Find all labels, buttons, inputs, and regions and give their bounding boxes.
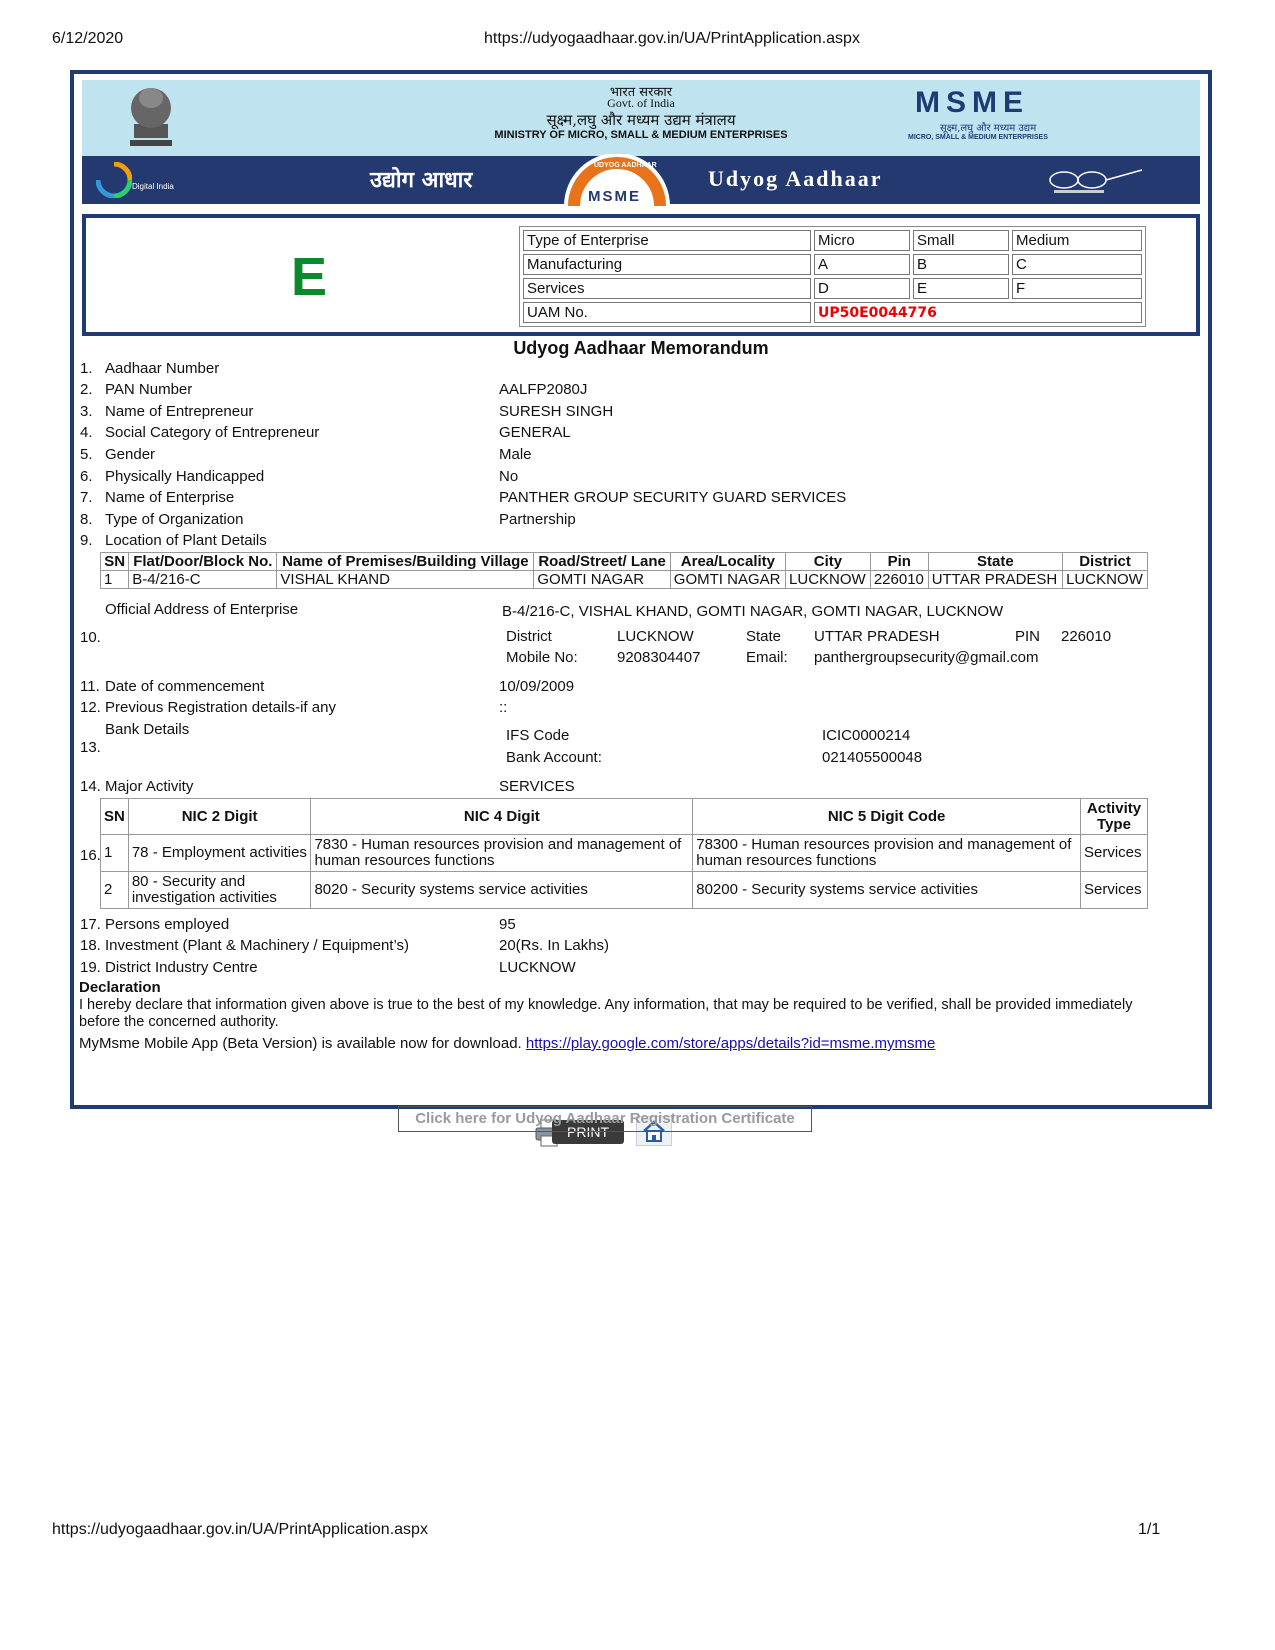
class-cell: A	[814, 254, 910, 275]
enterprise-type-panel	[82, 214, 1200, 336]
table-header-row	[101, 799, 1148, 835]
ifs-value: ICIC0000214	[822, 727, 911, 744]
table-cell: 78300 - Human resources provision and management of human resources functions	[693, 835, 1081, 872]
mobile-label: Mobile No:	[506, 649, 578, 666]
class-cell: F	[1012, 278, 1142, 299]
class-header-cell: Small	[913, 230, 1009, 251]
district-value: LUCKNOW	[617, 628, 694, 645]
field-number: 3.	[80, 403, 93, 420]
memorandum-frame	[70, 70, 1212, 1109]
bank-details-label: Bank Details	[105, 721, 190, 738]
field-number: 7.	[80, 489, 93, 506]
table-cell: 7830 - Human resources provision and management of human resources functions	[311, 835, 693, 872]
english-title: Udyog Aadhaar	[708, 166, 883, 191]
plant-location-table	[100, 552, 1148, 589]
field-value: ::	[499, 699, 508, 716]
table-header-cell: NIC 2 Digit	[128, 799, 311, 835]
table-header-cell: SN	[101, 553, 129, 571]
ministry-hindi: सूक्ष्म,लघु और मध्यम उद्यम मंत्रालय	[546, 111, 736, 129]
field-label: Location of Plant Details	[105, 532, 267, 549]
print-footer-url: https://udyogaadhaar.gov.in/UA/PrintApplication.aspx	[52, 1521, 428, 1538]
table-header-cell: Road/Street/ Lane	[534, 553, 670, 571]
field-label: Gender	[105, 446, 156, 463]
declaration-text: I hereby declare that information given above is true to the best of my knowledge. Any information, that may be required to be verified, shall be provided immediately before the concerned authority.	[79, 997, 1133, 1030]
table-header-cell: City	[786, 553, 871, 571]
class-header-row	[523, 230, 1142, 251]
table-cell: 2	[101, 872, 129, 909]
class-header-cell: Type of Enterprise	[523, 230, 811, 251]
field-label: Type of Organization	[105, 511, 244, 528]
table-header-cell: Flat/Door/Block No.	[129, 553, 277, 571]
field-label: Date of commencement	[105, 678, 265, 695]
table-cell: 226010	[870, 571, 928, 589]
field-label: Persons employed	[105, 916, 230, 933]
uam-number: UP50E0044776	[814, 302, 1142, 323]
msme-logo-hindi: सूक्ष्म,लघु और मध्यम उद्यम	[940, 123, 1037, 134]
table-cell: Services	[1080, 835, 1147, 872]
print-page-number: 1/1	[1138, 1521, 1161, 1538]
field-value: GENERAL	[499, 424, 571, 441]
print-date: 6/12/2020	[52, 30, 124, 47]
table-row	[101, 571, 1148, 589]
field-label: PAN Number	[105, 381, 193, 398]
table-cell: LUCKNOW	[786, 571, 871, 589]
bank-account-label: Bank Account:	[506, 749, 602, 766]
class-cell: B	[913, 254, 1009, 275]
field-value: AALFP2080J	[499, 381, 588, 398]
class-header-cell: Medium	[1012, 230, 1142, 251]
table-cell: 80 - Security and investigation activities	[128, 872, 311, 909]
field-number: 2.	[80, 381, 93, 398]
table-header-cell: Name of Premises/Building Village	[277, 553, 534, 571]
udyog-aadhaar-band	[82, 156, 1200, 204]
table-row	[101, 872, 1148, 909]
print-url: https://udyogaadhaar.gov.in/UA/PrintApplication.aspx	[484, 30, 860, 47]
field-number: 11.	[80, 678, 100, 695]
district-label: District	[506, 628, 552, 645]
class-cell: D	[814, 278, 910, 299]
field-label: Major Activity	[105, 778, 194, 795]
table-header-cell: NIC 5 Digit Code	[693, 799, 1081, 835]
field-number: 8.	[80, 511, 93, 528]
field-label: Social Category of Entrepreneur	[105, 424, 320, 441]
gov-hindi: भारत सरकार	[609, 85, 673, 100]
field-number: 13.	[80, 739, 101, 756]
table-cell: 78 - Employment activities	[128, 835, 311, 872]
field-value: LUCKNOW	[499, 959, 576, 976]
digital-india-label: Digital India	[132, 182, 174, 191]
mobile-app-text: MyMsme Mobile App (Beta Version) is available now for download.	[79, 1035, 522, 1052]
declaration-title: Declaration	[79, 979, 161, 996]
table-header-cell: Area/Locality	[670, 553, 785, 571]
field-number: 4.	[80, 424, 93, 441]
class-cell: Manufacturing	[523, 254, 811, 275]
table-cell: 1	[101, 835, 129, 872]
field-label: Name of Enterprise	[105, 489, 235, 506]
ifs-label: IFS Code	[506, 727, 570, 744]
class-cell: C	[1012, 254, 1142, 275]
udyog-aadhaar-emblem-icon	[558, 154, 676, 206]
enterprise-category-letter: E	[291, 247, 328, 307]
email-label: Email:	[746, 649, 788, 666]
table-header-row	[101, 553, 1148, 571]
digital-india-icon	[96, 162, 132, 198]
nic-activity-table	[100, 798, 1148, 909]
pin-label: PIN	[1015, 628, 1041, 645]
uam-row	[523, 302, 1142, 323]
field-label: Aadhaar Number	[105, 360, 220, 377]
class-cell: Services	[523, 278, 811, 299]
registration-certificate-link[interactable]: Click here for Udyog Aadhaar Registration Certificate	[398, 1106, 812, 1132]
field-label: Previous Registration details-if any	[105, 699, 336, 716]
field-value: SERVICES	[499, 778, 575, 795]
field-value: PANTHER GROUP SECURITY GUARD SERVICES	[499, 489, 847, 506]
gov-english: Govt. of India	[607, 96, 675, 110]
field-label: Physically Handicapped	[105, 468, 265, 485]
emblem-msme-text: MSME	[588, 188, 641, 205]
field-value: Male	[499, 446, 532, 463]
table-cell: GOMTI NAGAR	[670, 571, 785, 589]
field-value: SURESH SINGH	[499, 403, 614, 420]
field-number: 17.	[80, 916, 101, 933]
table-cell: B-4/216-C	[129, 571, 277, 589]
field-number: 12.	[80, 699, 101, 716]
official-address-label: Official Address of Enterprise	[105, 601, 299, 618]
hindi-title: उद्योग आधार	[370, 168, 473, 193]
field-label: Name of Entrepreneur	[105, 403, 254, 420]
table-header-cell: State	[928, 553, 1062, 571]
table-header-cell: SN	[101, 799, 129, 835]
emblem-arc-text: UDYOG AADHAAR	[594, 162, 657, 169]
pin-value: 226010	[1061, 628, 1112, 645]
mobile-app-link[interactable]: https://play.google.com/store/apps/details?id=msme.mymsme	[525, 1035, 936, 1052]
field-value: 20(Rs. In Lakhs)	[499, 937, 610, 954]
official-address-value: B-4/216-C, VISHAL KHAND, GOMTI NAGAR, GOMTI NAGAR, LUCKNOW	[502, 603, 1004, 620]
table-cell: Services	[1080, 872, 1147, 909]
ministry-seal-icon	[1042, 164, 1152, 198]
table-header-cell: District	[1063, 553, 1148, 571]
enterprise-class-table	[519, 226, 1146, 327]
field-number: 16.	[80, 847, 101, 864]
ministry-banner	[82, 80, 1200, 156]
field-label: District Industry Centre	[105, 959, 258, 976]
class-row	[523, 254, 1142, 275]
print-button[interactable]: PRINT	[552, 1120, 624, 1144]
state-label: State	[746, 628, 782, 645]
uam-label: UAM No.	[523, 302, 811, 323]
table-header-cell: NIC 4 Digit	[311, 799, 693, 835]
class-cell: E	[913, 278, 1009, 299]
table-header-cell: Activity Type	[1080, 799, 1147, 835]
field-number: 10.	[80, 629, 101, 646]
table-cell: 80200 - Security systems service activities	[693, 872, 1081, 909]
table-cell: 1	[101, 571, 129, 589]
field-label: Investment (Plant & Machinery / Equipment’s)	[105, 937, 410, 954]
field-number: 1.	[80, 360, 93, 377]
table-cell: 8020 - Security systems service activities	[311, 872, 693, 909]
table-cell: UTTAR PRADESH	[928, 571, 1062, 589]
mobile-app-note	[79, 1035, 935, 1052]
table-cell: LUCKNOW	[1063, 571, 1148, 589]
table-cell: GOMTI NAGAR	[534, 571, 670, 589]
msme-logo-subtitle: MICRO, SMALL & MEDIUM ENTERPRISES	[908, 134, 1048, 141]
table-cell: VISHAL KHAND	[277, 571, 534, 589]
field-value: No	[499, 468, 519, 485]
state-value: UTTAR PRADESH	[814, 628, 940, 645]
msme-logo: MSME	[915, 86, 1029, 119]
field-number: 9.	[80, 532, 93, 549]
table-row	[101, 835, 1148, 872]
mobile-value: 9208304407	[617, 649, 701, 666]
field-number: 19.	[80, 959, 101, 976]
class-row	[523, 278, 1142, 299]
memorandum-title: Udyog Aadhaar Memorandum	[513, 338, 769, 358]
ministry-english: MINISTRY OF MICRO, SMALL & MEDIUM ENTERPRISES	[494, 129, 788, 141]
class-header-cell: Micro	[814, 230, 910, 251]
field-number: 14.	[80, 778, 101, 795]
field-number: 18.	[80, 937, 101, 954]
email-value: panthergroupsecurity@gmail.com	[814, 649, 1039, 666]
field-number: 6.	[80, 468, 93, 485]
table-header-cell: Pin	[870, 553, 928, 571]
bank-account-value: 021405500048	[822, 749, 923, 766]
field-value: 95	[499, 916, 516, 933]
field-value: 10/09/2009	[499, 678, 575, 695]
field-value: Partnership	[499, 511, 576, 528]
field-number: 5.	[80, 446, 93, 463]
